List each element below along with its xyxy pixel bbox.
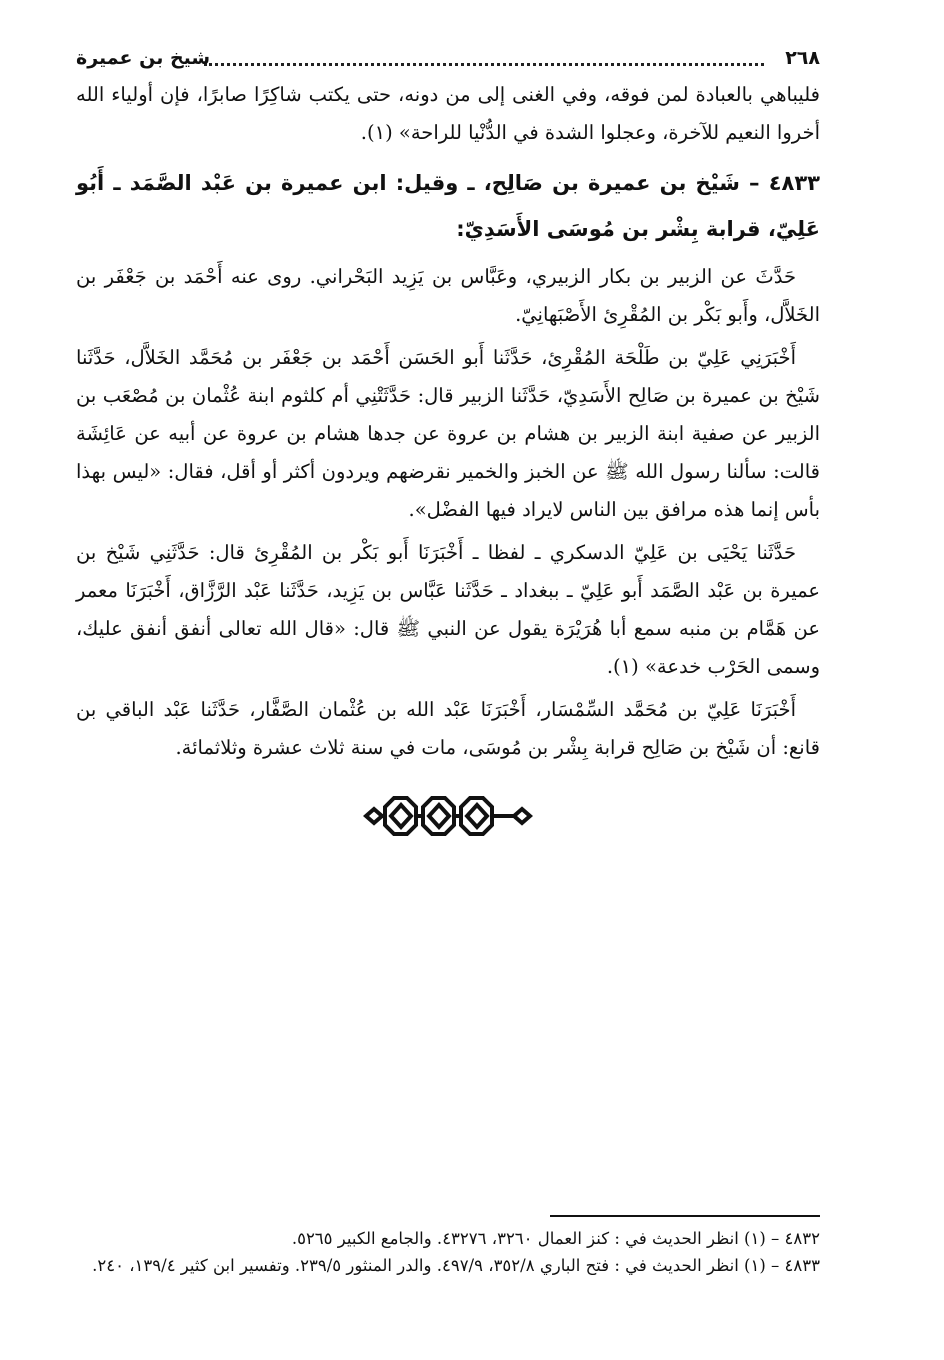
paragraph-narrators: حَدَّثَ عن الزبير بن بكار الزبيري، وعَبَّاس بن يَزِيد البَحْراني. روى عنه أَحْمَد بن جَعْفَر بن الخَلاَّل، وأَبو بَكْر بن المُقْرِئ الأَصْبَهانِيّ.	[76, 265, 820, 326]
paragraph-death-date: أَخْبَرَنَا عَلِيّ بن مُحَمَّد السِّمْسَار، أَخْبَرَنَا عَبْد الله بن عُثْمان الصَّفَّار، حَدَّثَنا عَبْد الباقي بن قانع: أن شَيْخ بن صَالِح قرابة بِشْر بن مُوسَى، مات في سنة ثلاث عشرة وثلاثمائة.	[76, 698, 820, 759]
intro-paragraph: فليباهي بالعبادة لمن فوقه، وفي الغنى إلى من دونه، حتى يكتب شاكِرًا صابرًا، فإن أولياء الله أخروا النعيم للآخرة، وعجلوا الشدة في الدُّنْيا للراحة» (١).	[76, 83, 820, 144]
page-number: ٢٦٨	[785, 47, 820, 69]
footnote-separator	[550, 1215, 820, 1217]
running-header	[76, 40, 820, 76]
footnote-4833: ٤٨٣٣ – (١) انظر الحديث في : فتح الباري ٣٥٢/٨، ٤٩٧/٩. والدر المنثور ٢٣٩/٥. وتفسير ابن كثير ١٣٩/٤، ٢٤٠.	[92, 1256, 820, 1275]
running-title: شيخ بن عميرة	[76, 47, 211, 69]
section-end-ornament	[76, 791, 820, 841]
header-dotted-leader	[204, 63, 764, 66]
book-page	[76, 40, 820, 1340]
entry-heading: ٤٨٣٣ – شَيْخ بن عميرة بن صَالِح، ـ وقيل: ابن عميرة بن عَبْد الصَّمَد ـ أَبُو عَلِيّ، قرابة بِشْر بن مُوسَى الأَسَدِيّ:	[76, 171, 820, 241]
footnotes-section	[76, 1215, 820, 1279]
paragraph-hadith-bread: أَخْبَرَنِي عَلِيّ بن طَلْحَة المُقْرِئ، حَدَّثَنا أَبو الحَسَن أَحْمَد بن جَعْفَر بن مُحَمَّد الخَلاَّل، حَدَّثَنا شَيْخ بن عميرة بن صَالِح الأَسَدِيّ، حَدَّثَنا الزبير قال: حَدَّثَتْنِي أم كلثوم ابنة عُثْمان بن مُصْعَب بن الزبير عن صفية ابنة الزبير بن هشام بن عروة عن جدها هشام بن عروة عن أبيه عن عَائِشَة قالت: سألنا رسول الله ﷺ عن الخبز والخمير نقرضهم ويردون أكثر أو أقل، فقال: «ليس بهذا بأس إنما هذه مرافق بين الناس لايراد فيها الفضْل».	[76, 346, 820, 521]
footnote-4832: ٤٨٣٢ – (١) انظر الحديث في : كنز العمال ٣٢٦٠، ٤٣٢٧٦. والجامع الكبير ٥٢٦٥.	[291, 1229, 820, 1248]
ornament-icon	[363, 791, 533, 841]
paragraph-hadith-war: حَدَّثَنا يَحْيَى بن عَلِيّ الدسكري ـ لفظا ـ أَخْبَرَنَا أَبو بَكْر بن المُقْرِئ قال: حَدَّثَنِي شَيْخ بن عميرة بن عَبْد الصَّمَد أَبو عَلِيّ ـ ببغداد ـ حَدَّثَنا عَبَّاس بن يَزِيد، حَدَّثَنا عَبْد الرَّزَّاق، أَخْبَرَنَا معمر عن هَمَّام بن منبه سمع أبا هُرَيْرَة يقول عن النبي ﷺ قال: «قال الله تعالى أنفق أنفق عليك، وسمى الحَرْب خدعة» (١).	[76, 541, 820, 678]
main-text	[76, 76, 820, 767]
